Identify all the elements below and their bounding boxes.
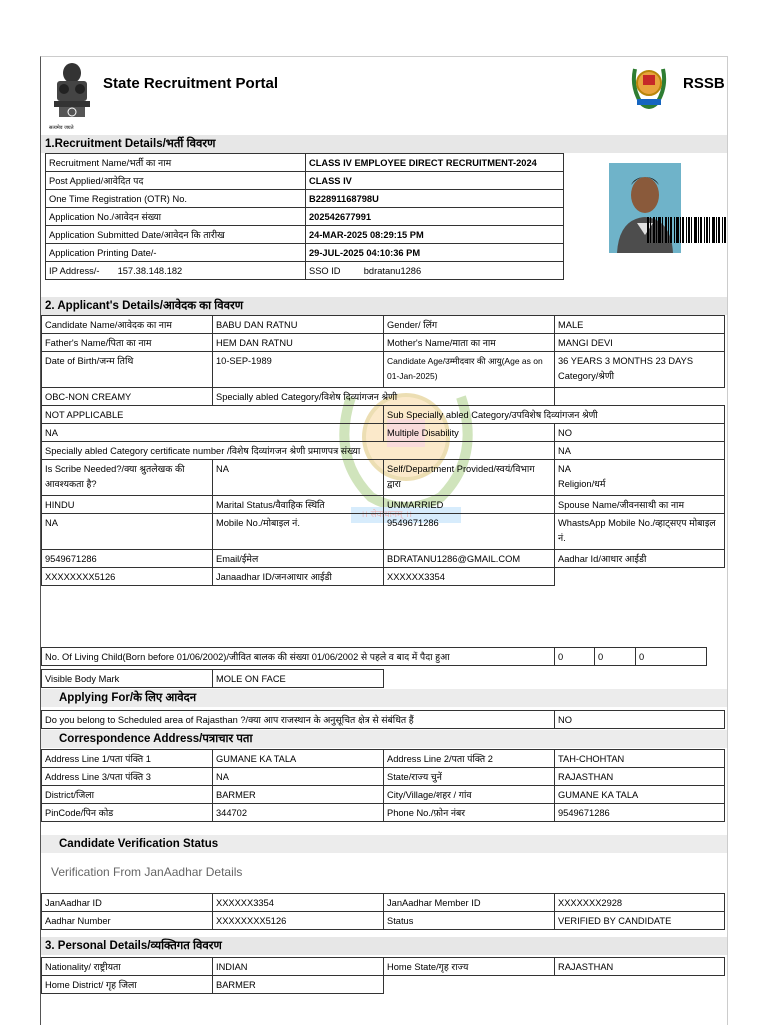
field-value: INDIAN (213, 958, 384, 976)
field-label: Specially abled Category certificate number /विशेष दिव्यांगजन श्रेणी प्रमाणपत्र संख्या (42, 442, 555, 460)
table-row (42, 768, 725, 786)
section-applicant-heading: 2. Applicant's Details/आवेदक का विवरण (41, 297, 727, 315)
table-row (42, 460, 725, 496)
field-value: MALE (555, 316, 725, 334)
table-row (46, 262, 564, 280)
field-label: PinCode/पिन कोड (42, 804, 213, 822)
field-label: WhastsApp Mobile No./व्हाट्सएप मोबाइल नं. (555, 514, 725, 550)
field-value: BABU DAN RATNU (213, 316, 384, 334)
empty-cell (384, 976, 555, 994)
field-label: JanAadhar ID (42, 894, 213, 912)
national-emblem-icon (49, 61, 95, 131)
field-label: Spouse Name/जीवनसाथी का नाम (555, 496, 725, 514)
empty-cell (555, 568, 725, 586)
sso-value: bdratanu1286 (363, 265, 422, 276)
field-value: NA (213, 460, 384, 496)
field-label: Address Line 3/पता पंक्ति 3 (42, 768, 213, 786)
field-value: HEM DAN RATNU (213, 334, 384, 352)
table-row (42, 514, 725, 550)
field-label: Nationality/ राष्ट्रीयता (42, 958, 213, 976)
field-label: Religion/धर्म (558, 479, 606, 489)
field-label: Application No./आवेदन संख्या (46, 208, 306, 226)
field-label: Status (384, 912, 555, 930)
field-label: Sub Specially abled Category/उपविशेष दिव्यांगजन श्रेणी (384, 406, 725, 424)
section-personal-heading: 3. Personal Details/व्यक्तिगत विवरण (41, 937, 727, 955)
field-label: JanAadhar Member ID (384, 894, 555, 912)
field-value: 344702 (213, 804, 384, 822)
table-row (46, 244, 564, 262)
field-label: Candidate Age/उम्मीदवार की आयु(Age as on 01-Jan-2025) (384, 352, 555, 388)
field-value: MANGI DEVI (555, 334, 725, 352)
table-row (46, 190, 564, 208)
field-value: GUMANE KA TALA (213, 750, 384, 768)
field-label: Candidate Name/आवेदक का नाम (42, 316, 213, 334)
field-value: UNMARRIED (384, 496, 555, 514)
field-label: State/राज्य चुनें (384, 768, 555, 786)
org-short-name: RSSB (683, 75, 725, 92)
field-label: Aadhar Id/आधार आईडी (555, 550, 725, 568)
field-value: NA (558, 464, 571, 474)
field-label: District/जिला (42, 786, 213, 804)
field-label: Do you belong to Scheduled area of Rajasthan ?/क्या आप राजस्थान के अनुसूचित क्षेत्र से संबंधित हैं (42, 711, 555, 729)
field-label: Application Submitted Date/आवेदन कि तारीख (46, 226, 306, 244)
field-label: Mother's Name/माता का नाम (384, 334, 555, 352)
section-applying-for-heading: Applying For/के लिए आवेदन (41, 689, 727, 707)
field-label: Mobile No./मोबाइल नं. (213, 514, 384, 550)
table-row (42, 786, 725, 804)
field-value: MOLE ON FACE (213, 670, 384, 688)
table-row (42, 352, 725, 388)
field-label: Visible Body Mark (42, 670, 213, 688)
sso-cell (306, 262, 564, 280)
field-value: 9549671286 (384, 514, 555, 550)
field-value: VERIFIED BY CANDIDATE (555, 912, 725, 930)
personal-table (41, 957, 725, 994)
self-dept-and-religion-cell (555, 460, 725, 496)
table-row (42, 406, 725, 424)
field-value: BARMER (213, 976, 384, 994)
field-value: 0 (636, 648, 707, 666)
applicant-table (41, 315, 725, 586)
sso-label: SSO ID (309, 265, 341, 276)
application-print-page (40, 56, 728, 1025)
field-value: XXXXXXX2928 (555, 894, 725, 912)
table-row (42, 550, 725, 568)
table-row (42, 804, 725, 822)
field-label: Father's Name/पिता का नाम (42, 334, 213, 352)
section-correspondence-heading: Correspondence Address/पत्राचार पता (41, 730, 727, 748)
field-label: Email/ईमेल (213, 550, 384, 568)
table-row (42, 711, 725, 729)
body-mark-table (41, 669, 384, 688)
field-value: 29-JUL-2025 04:10:36 PM (306, 244, 564, 262)
table-row (42, 334, 725, 352)
ip-label: IP Address/- (49, 265, 100, 276)
field-label: Janaadhar ID/जनआधार आईडी (213, 568, 384, 586)
field-label: Is Scribe Needed?/क्या श्रुतलेखक की आवश्यकता है? (42, 460, 213, 496)
field-label: Address Line 1/पता पंक्ति 1 (42, 750, 213, 768)
applying-for-table (41, 710, 725, 729)
field-value: 9549671286 (555, 804, 725, 822)
field-value: TAH-CHOHTAN (555, 750, 725, 768)
verification-source: Verification From JanAadhar Details (51, 865, 243, 879)
field-value: BDRATANU1286@GMAIL.COM (384, 550, 555, 568)
table-row (42, 912, 725, 930)
field-value: HINDU (42, 496, 213, 514)
field-value: XXXXXX3354 (213, 894, 384, 912)
recruitment-table (45, 153, 564, 280)
barcode-image (647, 217, 727, 243)
field-label: Home District/ गृह जिला (42, 976, 213, 994)
field-label: One Time Registration (OTR) No. (46, 190, 306, 208)
table-row (42, 442, 725, 460)
field-value: 0 (555, 648, 595, 666)
field-value: 10-SEP-1989 (213, 352, 384, 388)
field-value: NO (555, 711, 725, 729)
table-row (42, 976, 725, 994)
watermark-motto: ।। सेवाधानम् ।। (361, 510, 413, 520)
age-and-category-cell (555, 352, 725, 388)
field-value: 24-MAR-2025 08:29:15 PM (306, 226, 564, 244)
field-label: Address Line 2/पता पंक्ति 2 (384, 750, 555, 768)
table-row (46, 226, 564, 244)
field-value: 0 (595, 648, 636, 666)
section-recruitment-heading: 1.Recruitment Details/भर्ती विवरण (41, 135, 727, 153)
table-row (42, 958, 725, 976)
table-row (42, 750, 725, 768)
empty-cell (555, 976, 725, 994)
portal-title: State Recruitment Portal (103, 75, 279, 92)
field-label: No. Of Living Child(Born before 01/06/2002)/जीवित बालक की संख्या 01/06/2002 से पहले व बाद में पैदा हुआ (42, 648, 555, 666)
field-label: Home State/गृह राज्य (384, 958, 555, 976)
field-label: Application Printing Date/- (46, 244, 306, 262)
verification-table (41, 893, 725, 930)
field-label: Gender/ लिंग (384, 316, 555, 334)
empty-cell (555, 388, 725, 406)
field-value: NA (213, 768, 384, 786)
ip-cell (46, 262, 306, 280)
table-row (42, 894, 725, 912)
field-value: NA (555, 442, 725, 460)
field-value: CLASS IV EMPLOYEE DIRECT RECRUITMENT-2024 (306, 154, 564, 172)
table-row (46, 208, 564, 226)
field-value: BARMER (213, 786, 384, 804)
field-label: Multiple Disability (384, 424, 555, 442)
table-row (42, 388, 725, 406)
field-label: City/Village/शहर / गांव (384, 786, 555, 804)
field-label: Category/श्रेणी (558, 371, 615, 381)
portal-header (41, 57, 727, 135)
field-value: RAJASTHAN (555, 768, 725, 786)
table-row (42, 670, 384, 688)
field-label: Recruitment Name/भर्ती का नाम (46, 154, 306, 172)
field-label: Marital Status/वैवाहिक स्थिति (213, 496, 384, 514)
children-table (41, 647, 707, 666)
field-label: Specially abled Category/विशेष दिव्यांगजन श्रेणी (213, 388, 555, 406)
field-label: Phone No./फ़ोन नंबर (384, 804, 555, 822)
table-row (42, 568, 725, 586)
field-value: 202542677991 (306, 208, 564, 226)
field-value: NA (42, 514, 213, 550)
field-value: XXXXXX3354 (384, 568, 555, 586)
address-table (41, 749, 725, 822)
field-value: 9549671286 (42, 550, 213, 568)
field-value: 36 YEARS 3 MONTHS 23 DAYS (558, 356, 694, 366)
field-label: Aadhar Number (42, 912, 213, 930)
field-value: RAJASTHAN (555, 958, 725, 976)
field-label: Post Applied/आवेदित पद (46, 172, 306, 190)
table-row (46, 172, 564, 190)
table-row (42, 316, 725, 334)
field-label: Date of Birth/जन्म तिथि (42, 352, 213, 388)
table-row (42, 496, 725, 514)
field-value: B22891168798U (306, 190, 564, 208)
emblem-caption: सत्यमेव जयते (49, 125, 74, 131)
field-value: NA (42, 424, 384, 442)
table-row (42, 424, 725, 442)
field-value: CLASS IV (306, 172, 564, 190)
table-row (46, 154, 564, 172)
field-value: XXXXXXXX5126 (42, 568, 213, 586)
field-value: NOT APPLICABLE (42, 406, 384, 424)
field-label: Self/Department Provided/स्वयं/विभाग द्वारा (384, 460, 555, 496)
field-value: GUMANE KA TALA (555, 786, 725, 804)
rssb-logo-icon (629, 59, 669, 113)
ip-value: 157.38.148.182 (117, 265, 183, 276)
table-row (42, 648, 707, 666)
field-value: XXXXXXXX5126 (213, 912, 384, 930)
section-verification-heading: Candidate Verification Status (41, 835, 727, 853)
field-value: NO (555, 424, 725, 442)
field-value: OBC-NON CREAMY (42, 388, 213, 406)
